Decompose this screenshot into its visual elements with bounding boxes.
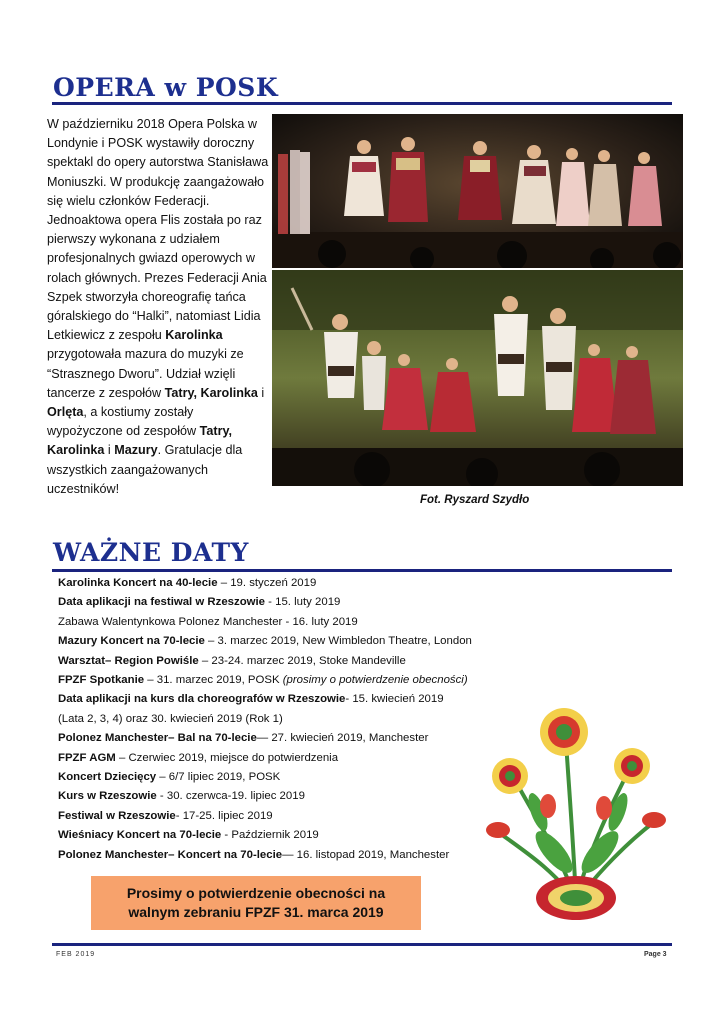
date-item-detail: — 16. listopad 2019, Manchester	[282, 848, 450, 861]
date-item-event: FPZF AGM	[58, 751, 116, 764]
dates-rule	[52, 569, 672, 572]
date-item	[58, 671, 518, 690]
callout-line-2: walnym zebraniu FPZF 31. marca 2019	[128, 904, 384, 920]
agm-callout	[91, 876, 421, 930]
date-item	[58, 826, 518, 845]
date-item-event: Mazury Koncert na 70-lecie	[58, 635, 205, 648]
callout-line-1: Prosimy o potwierdzenie obecności na	[126, 885, 386, 901]
intro-run: Tatry, Karolinka	[164, 385, 258, 400]
intro-run: W październiku 2018 Opera Polska w Londynie i POSK wystawiły doroczny spektakl do opery autorstwa Stanisława Moniuszki. W produkcję zaangażowało się wielu członków Federacji. Jednoaktowa opera Flis została po raz pierwszy wykonana z udziałem profesjonalnych gwiazd operowych w rolach głównych. Prezes Federacji Ania Szpek stworzyła choreografię tańca góralskiego do “Halki”, natomiast Lidia Letkiewicz z zespołu	[47, 117, 269, 343]
date-item	[58, 613, 518, 632]
date-item-event: Polonez Manchester– Koncert na 70-lecie	[58, 848, 283, 861]
date-item	[58, 768, 518, 787]
intro-run: Orlęta	[47, 405, 84, 420]
title-rule	[52, 102, 672, 105]
date-item	[58, 710, 518, 729]
footer-date: FEB 2019	[56, 951, 96, 958]
photo-credit: Fot. Ryszard Szydło	[420, 494, 530, 506]
intro-run: Karolinka	[165, 328, 223, 343]
date-item-detail: (Lata 2, 3, 4) oraz 30. kwiecień 2019 (Rok 1)	[58, 712, 283, 725]
photo-stage-costumes	[272, 114, 683, 268]
date-item-detail: – 31. marzec 2019, POSK	[144, 674, 283, 687]
date-item	[58, 729, 518, 748]
date-item-event: FPZF Spotkanie	[58, 674, 145, 687]
date-item	[58, 593, 518, 612]
date-item-detail: – 6/7 lipiec 2019, POSK	[156, 771, 281, 784]
date-item-event: Warsztat– Region Powiśle	[58, 654, 199, 667]
date-item-detail: - 30. czerwca-19. lipiec 2019	[156, 790, 305, 803]
date-item	[58, 787, 518, 806]
date-item-event: Festiwal w Rzeszowie	[58, 809, 176, 822]
date-item-event: Koncert Dziecięcy	[58, 771, 157, 784]
date-item-detail: - Październik 2019	[221, 829, 319, 842]
intro-run: Tatry, Karolinka	[47, 424, 233, 458]
date-item-event: Data aplikacji na kurs dla choreografów w Rzeszowie	[58, 693, 346, 706]
date-item-event: Kurs w Rzeszowie	[58, 790, 157, 803]
intro-run: . Gratulacje dla wszystkich zaangażowanych uczestników!	[47, 443, 243, 496]
date-item-detail: - 15. kwiecień 2019	[345, 693, 444, 706]
photo-highlander-dance	[272, 270, 683, 486]
date-item-detail: - 17-25. lipiec 2019	[175, 809, 273, 822]
intro-run: , a kostiumy zostały wypożyczone od zespołów	[47, 405, 200, 439]
date-item-detail: – 23-24. marzec 2019, Stoke Mandeville	[198, 654, 406, 667]
date-item-event: Data aplikacji na festiwal w Rzeszowie	[58, 596, 266, 609]
date-item-detail: Zabawa Walentynkowa Polonez Manchester - 16. luty 2019	[58, 615, 358, 628]
footer-page-number: Page 3	[644, 951, 667, 958]
date-item	[58, 574, 518, 593]
intro-run: przygotowała mazura do muzyki ze “Strasznego Dworu”. Udział wzięli tancerze z zespołów	[47, 347, 244, 400]
date-item-event: Wieśniacy Koncert na 70-lecie	[58, 829, 222, 842]
date-item-event: Karolinka Koncert na 40-lecie	[58, 577, 218, 589]
date-item	[58, 632, 518, 651]
date-item-event: Polonez Manchester– Bal na 70-lecie	[58, 732, 257, 745]
date-item	[58, 749, 518, 768]
intro-run: i	[257, 385, 265, 400]
date-item	[58, 690, 518, 709]
section-title-opera: OPERA w POSK	[53, 73, 279, 102]
date-item-detail: – 19. styczeń 2019	[217, 577, 317, 589]
folk-flower-illustration	[478, 702, 674, 928]
date-item-detail: – Czerwiec 2019, miejsce do potwierdzenia	[115, 751, 339, 764]
date-item	[58, 846, 518, 865]
intro-paragraph	[47, 115, 269, 499]
date-item-note: (prosimy o potwierdzenie obecności)	[282, 674, 468, 687]
section-title-dates: WAŻNE DATY	[53, 538, 249, 567]
date-item	[58, 652, 518, 671]
date-item-detail: – 3. marzec 2019, New Wimbledon Theatre, London	[204, 635, 472, 648]
intro-run: Mazury	[114, 443, 158, 458]
date-item-detail: - 15. luty 2019	[265, 596, 341, 609]
dates-list	[58, 574, 518, 865]
date-item	[58, 807, 518, 826]
date-item-detail: — 27. kwiecień 2019, Manchester	[256, 732, 429, 745]
intro-run: i	[104, 443, 115, 458]
footer-rule	[52, 943, 672, 946]
